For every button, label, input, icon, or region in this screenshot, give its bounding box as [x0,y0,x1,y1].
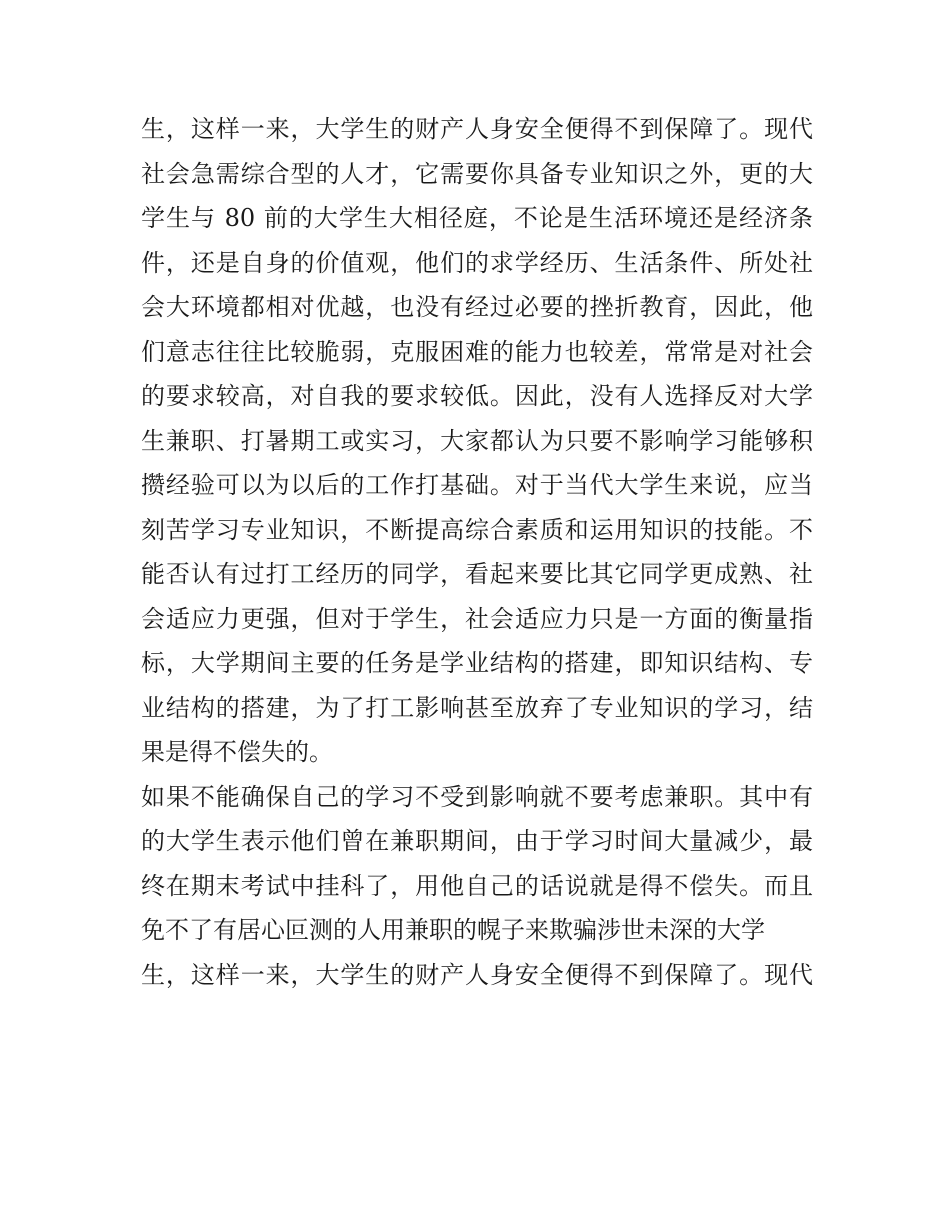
text-line: 会大环境都相对优越，也没有经过必要的挫折教育，因此，他 [141,293,813,321]
text-line: 业结构的搭建，为了打工影响甚至放弃了专业知识的学习，结 [141,693,813,722]
text-line: 生，这样一来，大学生的财产人身安全便得不到保障了。现代 [141,960,813,989]
text-line: 免不了有居心叵测的人用兼职的幌子来欺骗涉世未深的大学 [141,916,765,944]
text-line: 们意志往往比较脆弱，克服困难的能力也较差，常常是对社会 [141,337,813,366]
text-line: 标，大学期间主要的任务是学业结构的搭建，即知识结构、专 [141,649,813,677]
text-line: 能否认有过打工经历的同学，看起来要比其它同学更成熟、社 [141,560,813,588]
text-line: 的要求较高，对自我的要求较低。因此，没有人选择反对大学 [141,382,813,410]
text-line: 果是得不偿失的。 [141,738,333,766]
text-line: 生兼职、打暑期工或实习，大家都认为只要不影响学习能够积 [141,426,813,455]
text-line: 如果不能确保自己的学习不受到影响就不要考虑兼职。其中有 [141,782,813,811]
text-line: 攒经验可以为以后的工作打基础。对于当代大学生来说，应当 [141,471,813,499]
text-line: 刻苦学习专业知识，不断提高综合素质和运用知识的技能。不 [141,515,813,544]
text-line: 的大学生表示他们曾在兼职期间，由于学习时间大量减少，最 [141,827,813,855]
text-line: 会适应力更强，但对于学生，社会适应力只是一方面的衡量指 [141,604,813,633]
text-line: 学生与 80 前的大学生大相径庭，不论是生活环境还是经济条 [141,204,813,232]
text-line: 终在期末考试中挂科了，用他自己的话说就是得不偿失。而且 [141,871,813,900]
text-line: 件，还是自身的价值观，他们的求学经历、生活条件、所处社 [141,248,813,277]
text-line: 社会急需综合型的人才，它需要你具备专业知识之外，更的大 [141,159,813,188]
body-text [141,107,813,997]
text-line: 生，这样一来，大学生的财产人身安全便得不到保障了。现代 [141,115,813,143]
